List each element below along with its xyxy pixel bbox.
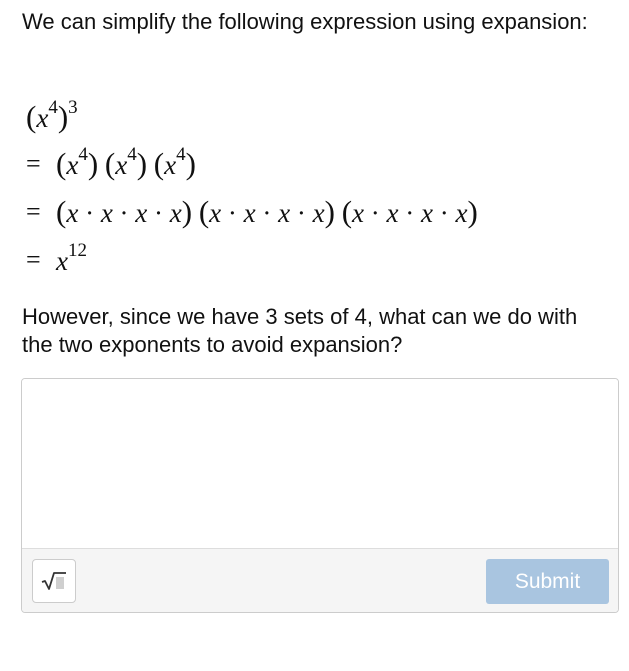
expansion-math	[26, 94, 478, 284]
equals-sign: =	[26, 197, 41, 226]
math-line-expanded	[26, 188, 478, 236]
math-line-factors	[26, 140, 478, 188]
math-line-result	[26, 236, 478, 284]
result-expression: $x^{12}$	[56, 239, 87, 276]
answer-toolbar	[22, 548, 618, 613]
submit-button[interactable]: Submit	[486, 559, 609, 604]
math-line-original	[26, 94, 478, 140]
expanded-product: (x · x · x · x) (x · x · x · x) (x · x · x · x)	[56, 194, 478, 229]
intro-text: We can simplify the following expression using expansion:	[22, 9, 588, 34]
question-text: However, since we have 3 sets of 4, what can we do with the two exponents to avoid expansion?	[22, 304, 578, 357]
answer-box	[21, 378, 619, 613]
square-root-icon	[41, 571, 67, 591]
original-expression: $(x^4)^3$	[26, 97, 78, 134]
equals-sign: =	[26, 149, 41, 178]
equals-sign: =	[26, 245, 41, 274]
repeated-factors: $(x^4)$ $(x^4)$ $(x^4)$	[56, 144, 196, 181]
math-editor-button[interactable]	[32, 559, 76, 603]
answer-input[interactable]	[22, 379, 618, 548]
